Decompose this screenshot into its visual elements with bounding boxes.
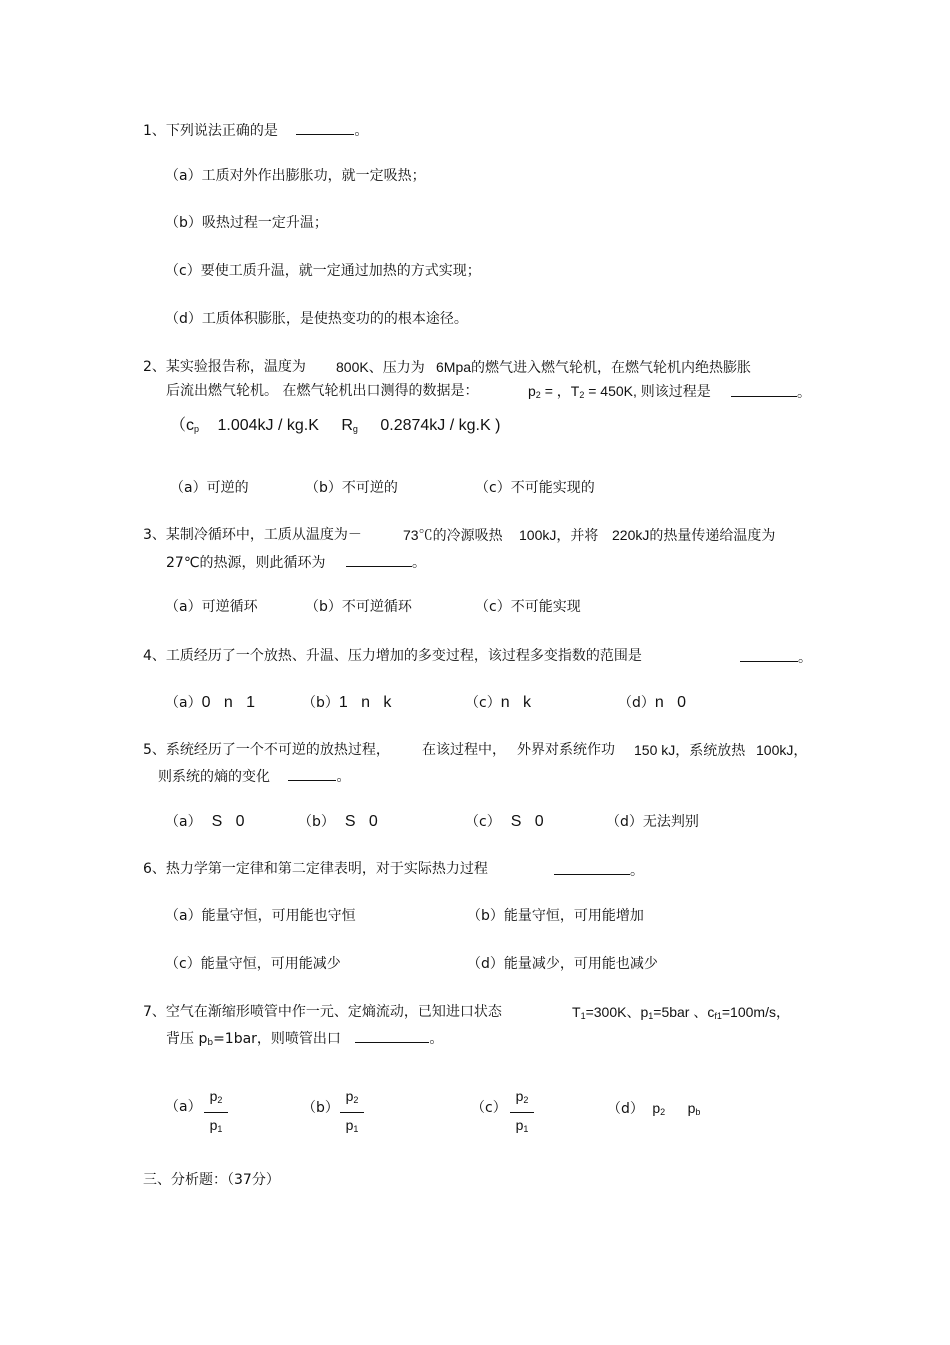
q3-option-b: （b）不可逆循环	[305, 599, 412, 615]
q5-line1-e: 100kJ，	[756, 742, 808, 758]
q1-option-a: （a）工质对外作出膨胀功，就一定吸热；	[165, 168, 426, 184]
q5-option-b: （b） S 0	[298, 813, 378, 830]
q1-stem: 1、下列说法正确的是 。	[143, 120, 368, 140]
q6-option-d: （d）能量减少，可用能也减少	[467, 956, 658, 972]
q3-line2: 27℃的热源，则此循环为 。	[166, 552, 426, 572]
q4-option-a: （a）0 n 1	[165, 694, 255, 711]
q5-line1-b: 在该过程中，	[422, 742, 506, 758]
q7-option-c-label: （c）	[471, 1100, 507, 1116]
q4-option-b: （b）1 n k	[302, 694, 392, 711]
q2-line1-a: 2、某实验报告称，温度为	[143, 359, 306, 375]
q2-constants: （$c_p$ 1.004kJ / kg.K $R_g$ 0.2874kJ / kg.K )	[170, 417, 501, 434]
q5-line1-c: 外界对系统作功	[517, 742, 615, 758]
q6-option-a: （a）能量守恒，可用能也守恒	[165, 908, 356, 924]
q2-answer-blank[interactable]	[731, 382, 797, 397]
section3-heading: 三、分析题：（37分）	[143, 1172, 280, 1188]
q7-line1-a: 7、空气在渐缩形喷管中作一元、定熵流动，已知进口状态	[143, 1004, 502, 1020]
q6-stem: 6、热力学第一定律和第二定律表明，对于实际热力过程	[143, 861, 488, 877]
q7-line1-rest: $T_1=300K$、$p_1=5bar$ 、$c_{f1}=100m/s$，	[572, 1004, 790, 1021]
q5-line2: 则系统的熵的变化 。	[158, 766, 350, 786]
q7-option-a-label: （a）	[165, 1099, 202, 1115]
q7-option-d: （d） $p_2$ $p_b$	[607, 1100, 701, 1117]
q5-line1-d: 150 kJ，系统放热	[634, 742, 746, 758]
q5-option-d: （d）无法判别	[606, 814, 699, 830]
q7-option-a-fraction: $p_2$ $p_1$	[204, 1087, 228, 1138]
q2-option-a: （a）可逆的	[170, 480, 249, 496]
q1-option-c: （c）要使工质升温，就一定通过加热的方式实现；	[165, 263, 481, 279]
q7-option-b-label: （b）	[302, 1100, 339, 1116]
q3-line1-b: 73℃的冷源吸热	[403, 527, 503, 543]
q5-option-c: （c） S 0	[465, 813, 544, 830]
q3-option-a: （a）可逆循环	[165, 599, 258, 615]
q3-option-c: （c）不可能实现	[475, 599, 581, 615]
q1-option-b: （b）吸热过程一定升温；	[165, 215, 328, 231]
q2-option-b: （b）不可逆的	[305, 480, 398, 496]
q7-option-c-fraction: $p_2$ $p_1$	[510, 1087, 534, 1138]
q4-option-d: （d）n 0	[618, 694, 687, 711]
q6-answer-blank[interactable]	[554, 860, 630, 875]
q3-line1-c: 100kJ，并将	[519, 527, 599, 543]
q6-answer: 。	[554, 860, 644, 880]
q2-line2-p2: $p_2$ = ，$T_2 = 450K$, 则该过程是	[528, 383, 711, 400]
q2-line1-c: 6Mpa的燃气进入燃气轮机，在燃气轮机内绝热膨胀	[436, 359, 752, 375]
q7-answer-blank[interactable]	[355, 1028, 429, 1043]
q2-line2-a: 后流出燃气轮机。 在燃气轮机出口测得的数据是：	[166, 383, 479, 399]
q3-line1-d: 220kJ的热量传递给温度为	[612, 527, 776, 543]
q4-answer-blank[interactable]	[740, 647, 798, 662]
q4-answer: 。	[740, 647, 812, 667]
q4-stem: 4、工质经历了一个放热、升温、压力增加的多变过程，该过程多变指数的范围是	[143, 648, 642, 664]
q6-option-c: （c）能量守恒，可用能减少	[165, 956, 341, 972]
q2-answer: 。	[731, 382, 811, 402]
q5-option-a: （a） S 0	[165, 813, 245, 830]
q7-line2: 背压 $p_b=1bar$，则喷管出口 。	[166, 1028, 443, 1052]
q3-line1-a: 3、某制冷循环中，工质从温度为－	[143, 527, 362, 543]
q1-answer-blank[interactable]	[296, 120, 354, 135]
q7-option-b-fraction: $p_2$ $p_1$	[340, 1087, 364, 1138]
q2-line1-b: 800K、压力为	[336, 359, 425, 375]
q6-option-b: （b）能量守恒，可用能增加	[467, 908, 644, 924]
q3-answer-blank[interactable]	[346, 552, 412, 567]
q5-answer-blank[interactable]	[288, 766, 336, 781]
q5-line1-a: 5、系统经历了一个不可逆的放热过程，	[143, 742, 390, 758]
q1-option-d: （d）工质体积膨胀，是使热变功的的根本途径。	[165, 311, 468, 327]
q2-option-c: （c）不可能实现的	[475, 480, 595, 496]
q4-option-c: （c）n k	[465, 694, 531, 711]
